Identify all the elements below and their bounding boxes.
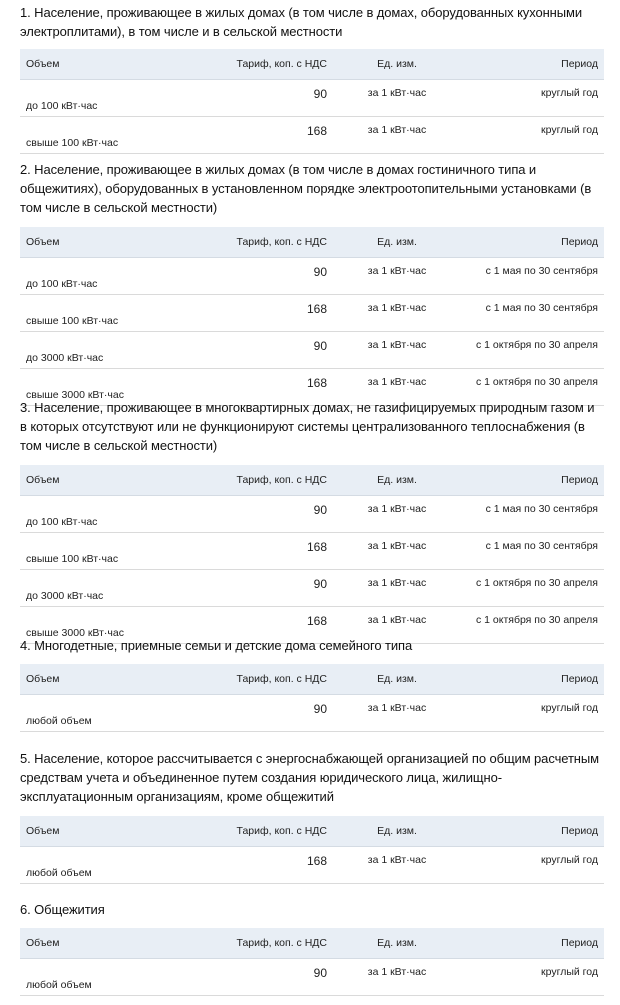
table-row — [20, 496, 604, 533]
cell-period: с 1 октября по 30 апреля — [467, 369, 604, 406]
cell-volume: любой объем — [20, 847, 224, 884]
header-volume: Объем — [20, 49, 224, 80]
cell-period: с 1 мая по 30 сентября — [467, 258, 604, 295]
cell-tariff: 168 — [224, 369, 327, 406]
table-row — [20, 695, 604, 732]
table-row — [20, 80, 604, 117]
header-volume: Объем — [20, 816, 224, 847]
header-tariff: Тариф, коп. с НДС — [224, 928, 327, 959]
cell-tariff: 168 — [224, 607, 327, 644]
cell-volume: свыше 100 кВт·час — [20, 117, 224, 154]
section-4 — [20, 636, 604, 727]
table-row — [20, 332, 604, 369]
cell-volume: любой объем — [20, 695, 224, 732]
cell-volume: свыше 3000 кВт·час — [20, 369, 224, 406]
cell-period: круглый год — [467, 117, 604, 154]
table-header-row — [20, 816, 604, 847]
cell-unit: за 1 кВт·час — [327, 332, 467, 369]
tariff-table — [20, 465, 604, 644]
cell-unit: за 1 кВт·час — [327, 80, 467, 117]
section-title: 2. Население, проживающее в жилых домах (в том числе в домах гостиничного типа и общежитиях), оборудованных в установленном порядке электроотопительными установками (в том числе в сельской местности) — [20, 162, 592, 215]
header-period: Период — [467, 465, 604, 496]
cell-period: с 1 мая по 30 сентября — [467, 295, 604, 332]
cell-volume: до 3000 кВт·час — [20, 570, 224, 607]
section-title: 4. Многодетные, приемные семьи и детские дома семейного типа — [20, 638, 413, 653]
header-tariff: Тариф, коп. с НДС — [224, 465, 327, 496]
header-volume: Объем — [20, 664, 224, 695]
table-row — [20, 295, 604, 332]
section-5 — [20, 749, 604, 879]
header-period: Период — [467, 816, 604, 847]
cell-period: круглый год — [467, 80, 604, 117]
cell-volume: свыше 100 кВт·час — [20, 533, 224, 570]
header-tariff: Тариф, коп. с НДС — [224, 49, 327, 80]
tariff-table — [20, 227, 604, 406]
section-title: 3. Население, проживающее в многоквартирных домах, не газифицируемых природным газом и в которых отсутствуют или не функционируют системы централизованного теплоснабжения (в том числе в сельской местности) — [20, 400, 595, 453]
header-unit: Ед. изм. — [327, 664, 467, 695]
table-row — [20, 847, 604, 884]
header-unit: Ед. изм. — [327, 928, 467, 959]
cell-unit: за 1 кВт·час — [327, 607, 467, 644]
table-row — [20, 533, 604, 570]
header-tariff: Тариф, коп. с НДС — [224, 664, 327, 695]
header-period: Период — [467, 664, 604, 695]
cell-tariff: 168 — [224, 295, 327, 332]
cell-tariff: 90 — [224, 695, 327, 732]
cell-unit: за 1 кВт·час — [327, 369, 467, 406]
cell-unit: за 1 кВт·час — [327, 695, 467, 732]
tariff-table — [20, 49, 604, 154]
table-header-row — [20, 664, 604, 695]
section-3 — [20, 398, 604, 639]
cell-period: круглый год — [467, 695, 604, 732]
cell-unit: за 1 кВт·час — [327, 959, 467, 996]
header-volume: Объем — [20, 465, 224, 496]
section-6 — [20, 900, 604, 991]
cell-tariff: 90 — [224, 959, 327, 996]
tariff-table — [20, 928, 604, 996]
section-title: 6. Общежития — [20, 902, 105, 917]
table-row — [20, 959, 604, 996]
cell-unit: за 1 кВт·час — [327, 295, 467, 332]
cell-period: с 1 октября по 30 апреля — [467, 332, 604, 369]
cell-unit: за 1 кВт·час — [327, 117, 467, 154]
cell-volume: до 3000 кВт·час — [20, 332, 224, 369]
cell-period: с 1 мая по 30 сентября — [467, 496, 604, 533]
cell-unit: за 1 кВт·час — [327, 533, 467, 570]
header-unit: Ед. изм. — [327, 49, 467, 80]
cell-unit: за 1 кВт·час — [327, 258, 467, 295]
section-title: 5. Население, которое рассчитывается с энергоснабжающей организацией по общим расчетным средствам учета и объединенное путем создания юридического лица, жилищно-эксплуатационным организациям, кроме общежитий — [20, 751, 599, 804]
header-volume: Объем — [20, 928, 224, 959]
header-unit: Ед. изм. — [327, 465, 467, 496]
cell-tariff: 90 — [224, 496, 327, 533]
cell-tariff: 168 — [224, 117, 327, 154]
section-2 — [20, 160, 604, 401]
table-row — [20, 258, 604, 295]
cell-tariff: 168 — [224, 847, 327, 884]
cell-unit: за 1 кВт·час — [327, 847, 467, 884]
header-unit: Ед. изм. — [327, 816, 467, 847]
cell-period: с 1 октября по 30 апреля — [467, 607, 604, 644]
table-header-row — [20, 227, 604, 258]
cell-tariff: 90 — [224, 80, 327, 117]
header-volume: Объем — [20, 227, 224, 258]
cell-unit: за 1 кВт·час — [327, 496, 467, 533]
cell-volume: до 100 кВт·час — [20, 80, 224, 117]
cell-period: круглый год — [467, 847, 604, 884]
cell-tariff: 90 — [224, 332, 327, 369]
cell-period: круглый год — [467, 959, 604, 996]
table-header-row — [20, 928, 604, 959]
table-row — [20, 117, 604, 154]
cell-volume: до 100 кВт·час — [20, 258, 224, 295]
cell-tariff: 90 — [224, 258, 327, 295]
section-1 — [20, 3, 604, 149]
tariff-table — [20, 664, 604, 732]
header-period: Период — [467, 49, 604, 80]
section-title: 1. Население, проживающее в жилых домах (в том числе в домах, оборудованных кухонными электроплитами), в том числе и в сельской местности — [20, 5, 582, 39]
cell-volume: до 100 кВт·час — [20, 496, 224, 533]
header-period: Период — [467, 928, 604, 959]
table-header-row — [20, 465, 604, 496]
header-tariff: Тариф, коп. с НДС — [224, 227, 327, 258]
tariff-table — [20, 816, 604, 884]
table-row — [20, 570, 604, 607]
table-header-row — [20, 49, 604, 80]
cell-volume: любой объем — [20, 959, 224, 996]
cell-tariff: 168 — [224, 533, 327, 570]
cell-volume: свыше 3000 кВт·час — [20, 607, 224, 644]
cell-volume: свыше 100 кВт·час — [20, 295, 224, 332]
header-period: Период — [467, 227, 604, 258]
header-unit: Ед. изм. — [327, 227, 467, 258]
cell-unit: за 1 кВт·час — [327, 570, 467, 607]
cell-period: с 1 мая по 30 сентября — [467, 533, 604, 570]
cell-tariff: 90 — [224, 570, 327, 607]
header-tariff: Тариф, коп. с НДС — [224, 816, 327, 847]
cell-period: с 1 октября по 30 апреля — [467, 570, 604, 607]
